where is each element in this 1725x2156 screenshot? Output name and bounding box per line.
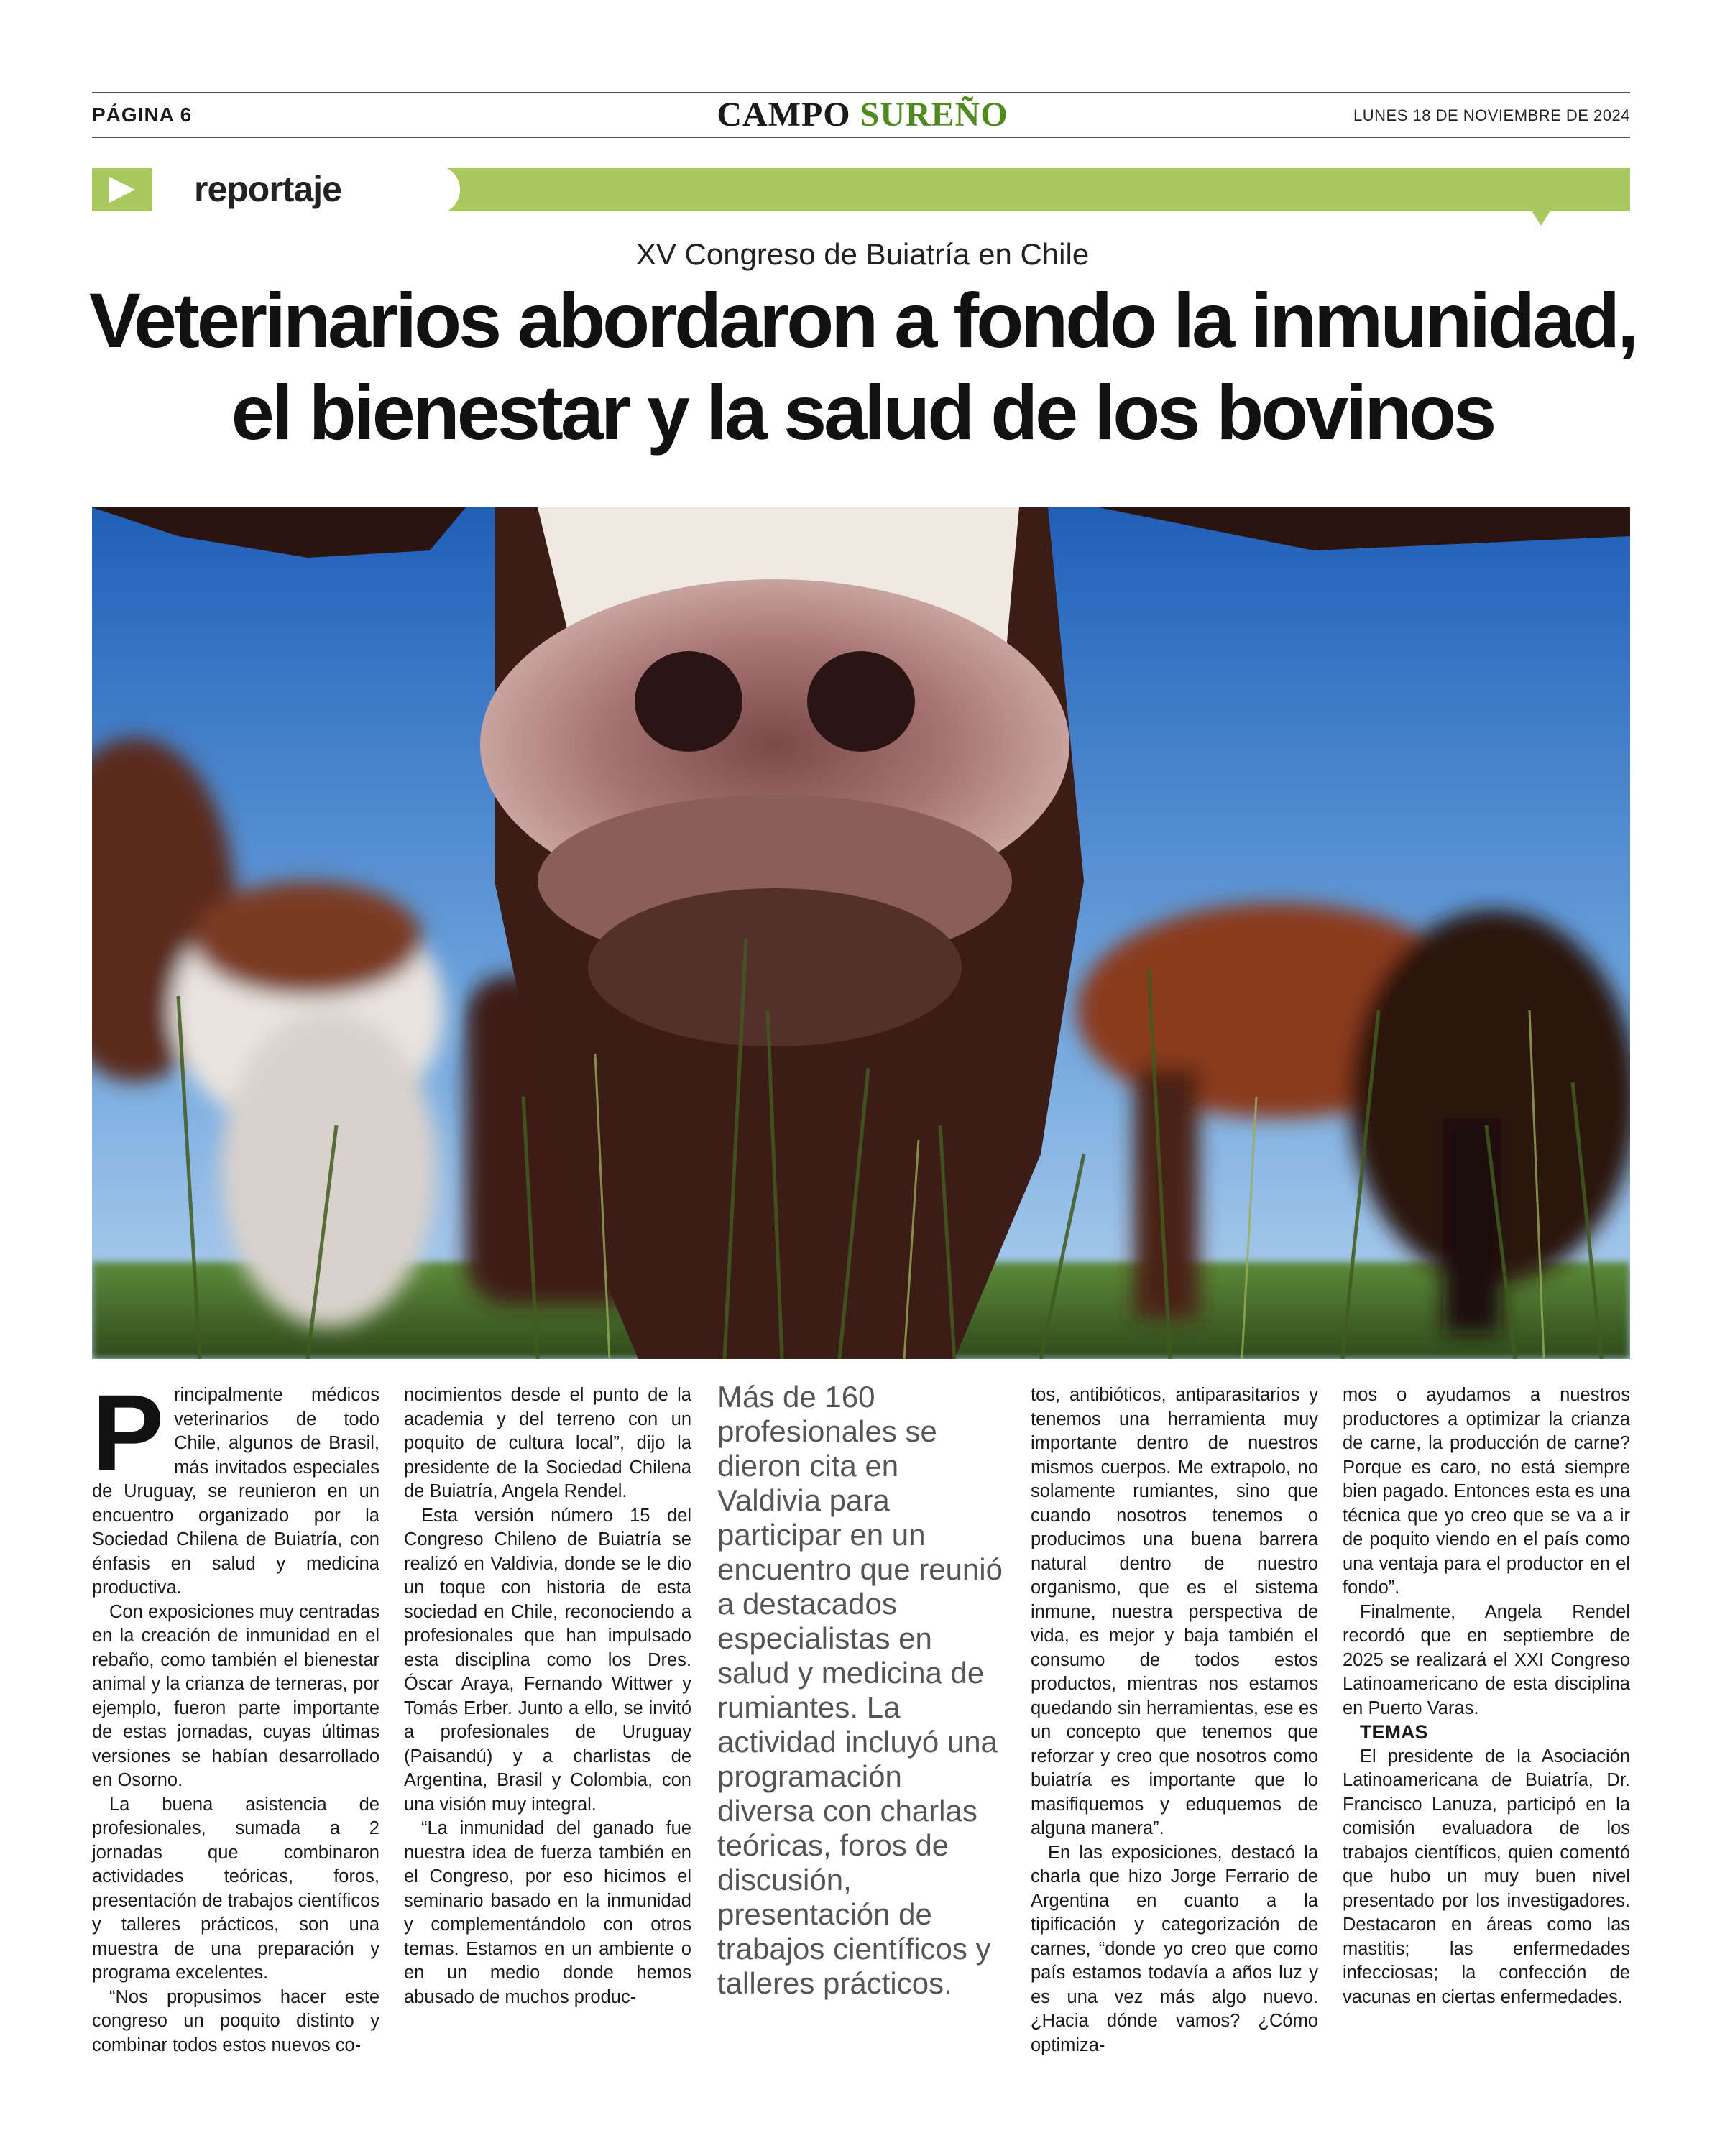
paragraph: Finalmente, Angela Rendel recordó que en septiembre de 2025 se realizará el XXI Congreso Latinoamericano de esta disciplina en Puerto Varas. [1343,1601,1630,1718]
brand-part-2: SUREÑO [860,96,1008,134]
paragraph: tos, antibióticos, antiparasitarios y tenemos una herramienta muy importante dentro de nuestros mismos cuerpos. Me extrapolo, no solamente rumiantes, sino que cuando nosotros tenemos o producimos una buena barrera natural dentro de nuestro organismo, que es el sistema inmune, nuestra perspectiva de vida, es mejor y baja también el consumo de todos estos productos, mientras nos estamos quedando sin herramientas, ese es un concepto que tenemos que reforzar y creo que nosotros como buiatría es importante que lo masifiquemos y eduquemos de alguna manera”. [1031,1385,1318,1838]
paragraph: En las exposiciones, destacó la charla que hizo Jorge Ferrario de Argentina en cuanto a la tipificación y categorización de carnes, “donde yo creo que como país estamos todavía a años luz y es una vez más algo nuevo. ¿Hacia dónde vamos? ¿Cómo optimiza- [1031,1842,1318,2055]
paragraph: nocimientos desde el punto de la academia y del terreno con un poquito de cultura local”, dijo la presidente de la Sociedad Chilena de Buiatría, Angela Rendel. [404,1385,691,1501]
play-arrow-icon [92,168,152,211]
masthead-rule-bottom [92,137,1630,138]
paragraph: “La inmunidad del ganado fue nuestra idea de fuerza también en el Congreso, por eso hicimos el seminario basado en la inmunidad y complementándolo con otros temas. Estamos en un ambiente o en un medio donde hemos abusado de muchos produc- [404,1818,691,2007]
page-number: PÁGINA 6 [92,103,193,126]
paragraph: El presidente de la Asociación Latinoamericana de Buiatría, Dr. Francisco Lanuza, participó en la comisión evaluadora de los trabajos científicos, quien comentó que hubo un muy buen nivel presentado por los investigadores. Destacaron en áreas como las mastitis; las enfermedades infecciosas; la confección de vacunas en ciertas enfermedades. [1343,1746,1630,2007]
section-banner [92,165,1630,214]
section-label: reportaje [194,169,341,209]
article-column-1 [92,1372,380,2058]
pull-quote: Más de 160 profesionales se dieron cita en Valdivia para participar en un encuentro que reunió a destacados especialistas en salud y medicina de rumiantes. La actividad incluyó una programación diversa con charlas teóricas, foros de discusión, presentación de trabajos científicos y talleres prácticos. [717,1380,1003,2000]
paragraph: Con exposiciones muy centradas en la creación de inmunidad en el rebaño, como también el bienestar animal y la crianza de terneras, por ejemplo, fueron parte importante de estas jornadas, cuyas últimas versiones se habían desarrollado en Osorno. [92,1601,380,1790]
article-column-5 [1343,1383,1630,2009]
article-headline [72,275,1653,459]
headline-line-1: Veterinarios abordaron a fondo la inmunidad, [88,277,1637,364]
section-band [358,168,1630,211]
section-notch [1531,210,1551,226]
issue-date: LUNES 18 DE NOVIEMBRE DE 2024 [1353,106,1630,124]
brand-part-1: CAMPO [717,96,851,134]
paragraph: La buena asistencia de profesionales, sumada a 2 jornadas que combinaron actividades teóricas, foros, presentación de trabajos científicos y talleres prácticos, son una muestra de una preparación y programa excelentes. [92,1794,380,1983]
drop-cap: P [92,1372,165,1493]
paragraph: “Nos propusimos hacer este congreso un poquito distinto y combinar todos estos nuevos co- [92,1986,380,2055]
article-kicker: XV Congreso de Buiatría en Chile [635,237,1090,271]
paragraph: Esta versión número 15 del Congreso Chileno de Buiatría se realizó en Valdivia, donde se le dio un toque con historia de esta sociedad en Chile, reconociendo a profesionales que han impulsado esta disciplina como los Dres. Óscar Araya, Fernando Wittwer y Tomás Erber. Junto a ello, se invitó a profesionales de Uruguay (Paisandú) y a charlistas de Argentina, Brasil y Colombia, con una visión muy integral. [404,1505,691,1815]
paragraph: mos o ayudamos a nuestros productores a optimizar la crianza de carne, la producción de carne? Porque es caro, no está siempre bien pagado. Entonces esta es una técnica que yo creo que se va a ir de poquito viendo en el país como una ventaja para el productor en el fondo”. [1343,1385,1630,1598]
masthead-rule-top [92,92,1630,93]
article-photo-cows [92,507,1630,1359]
paragraph: rincipalmente médicos veterinarios de todo Chile, algunos de Brasil, más invitados especiales de Uruguay, se reunieron en un encuentro organizado por la Sociedad Chilena de Buiatría, con énfasis en salud y medicina productiva. [92,1385,380,1598]
article-column-4 [1031,1383,1318,2058]
article-column-2 [404,1383,691,2009]
headline-line-2: el bienestar y la salud de los bovinos [231,369,1494,456]
section-subhead: TEMAS [1360,1721,1428,1743]
